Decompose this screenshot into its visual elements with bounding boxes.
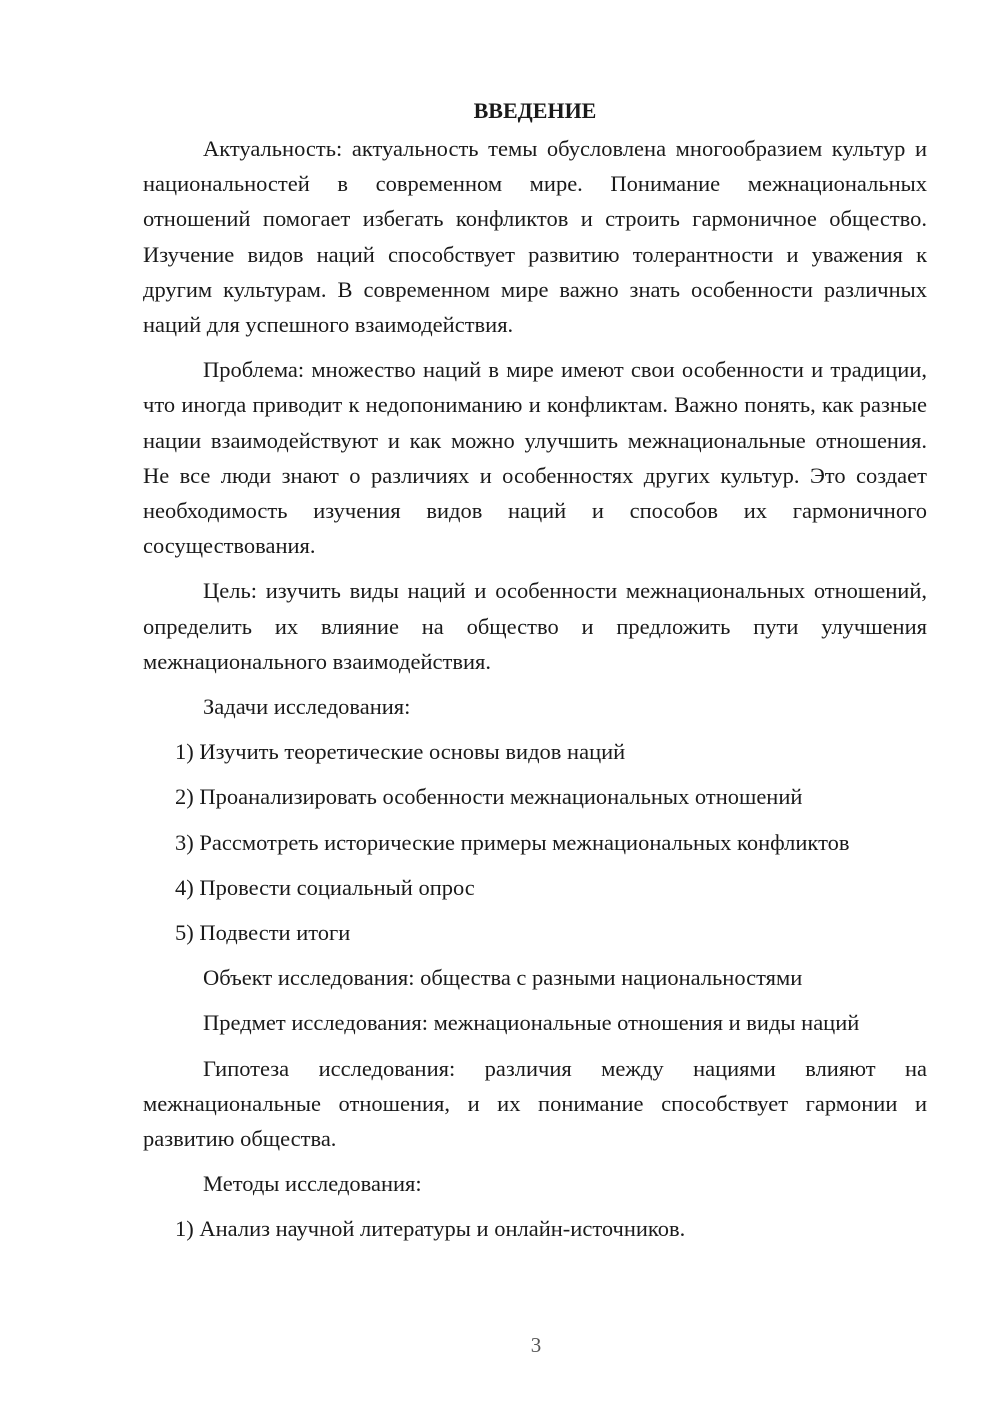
- tasks-heading: Задачи исследования:: [203, 694, 411, 720]
- list-item: 1) Изучить теоретические основы видов наций: [175, 739, 626, 765]
- object-paragraph: Объект исследования: общества с разными национальностями: [203, 965, 803, 991]
- methods-heading: Методы исследования:: [203, 1171, 422, 1197]
- page-title: ВВЕДЕНИЕ: [473, 98, 597, 123]
- hypothesis-paragraph: Гипотеза исследования: различия между нациями влияют на межнациональные отношения, и их понимание способствует гармонии и развитию общества.: [143, 1055, 927, 1152]
- page-body: [143, 90, 927, 1257]
- problem-paragraph: Проблема: множество наций в мире имеют свои особенности и традиции, что иногда приводит к недопониманию и конфликтам. Важно понять, как разные нации взаимодействуют и как можно улучшить межнациональные отношения. Не все люди знают о различиях и особенностях других культур. Это создает необходимость изучения видов наций и способов их гармоничного сосуществования.: [143, 357, 927, 559]
- list-item: 1) Анализ научной литературы и онлайн-источников.: [175, 1216, 686, 1242]
- tasks-list: [143, 734, 927, 950]
- relevance-paragraph: Актуальность: актуальность темы обусловлена многообразием культур и национальностей в современном мире. Понимание межнациональных отношений помогает избегать конфликтов и строить гармоничное общество. Изучение видов наций способствует развитию толерантности и уважения к другим культурам. В современном мире важно знать особенности различных наций для успешного взаимодействия.: [143, 136, 927, 338]
- list-item: 2) Проанализировать особенности межнациональных отношений: [175, 784, 803, 810]
- list-item: 3) Рассмотреть исторические примеры межнациональных конфликтов: [175, 829, 850, 855]
- methods-list: [143, 1211, 927, 1246]
- page-number: 3: [530, 1333, 542, 1357]
- goal-paragraph: Цель: изучить виды наций и особенности межнациональных отношений, определить их влияние на общество и предложить пути улучшения межнационального взаимодействия.: [143, 578, 927, 674]
- list-item: 5) Подвести итоги: [175, 920, 351, 946]
- list-item: 4) Провести социальный опрос: [175, 874, 475, 900]
- subject-paragraph: Предмет исследования: межнациональные отношения и виды наций: [203, 1010, 860, 1036]
